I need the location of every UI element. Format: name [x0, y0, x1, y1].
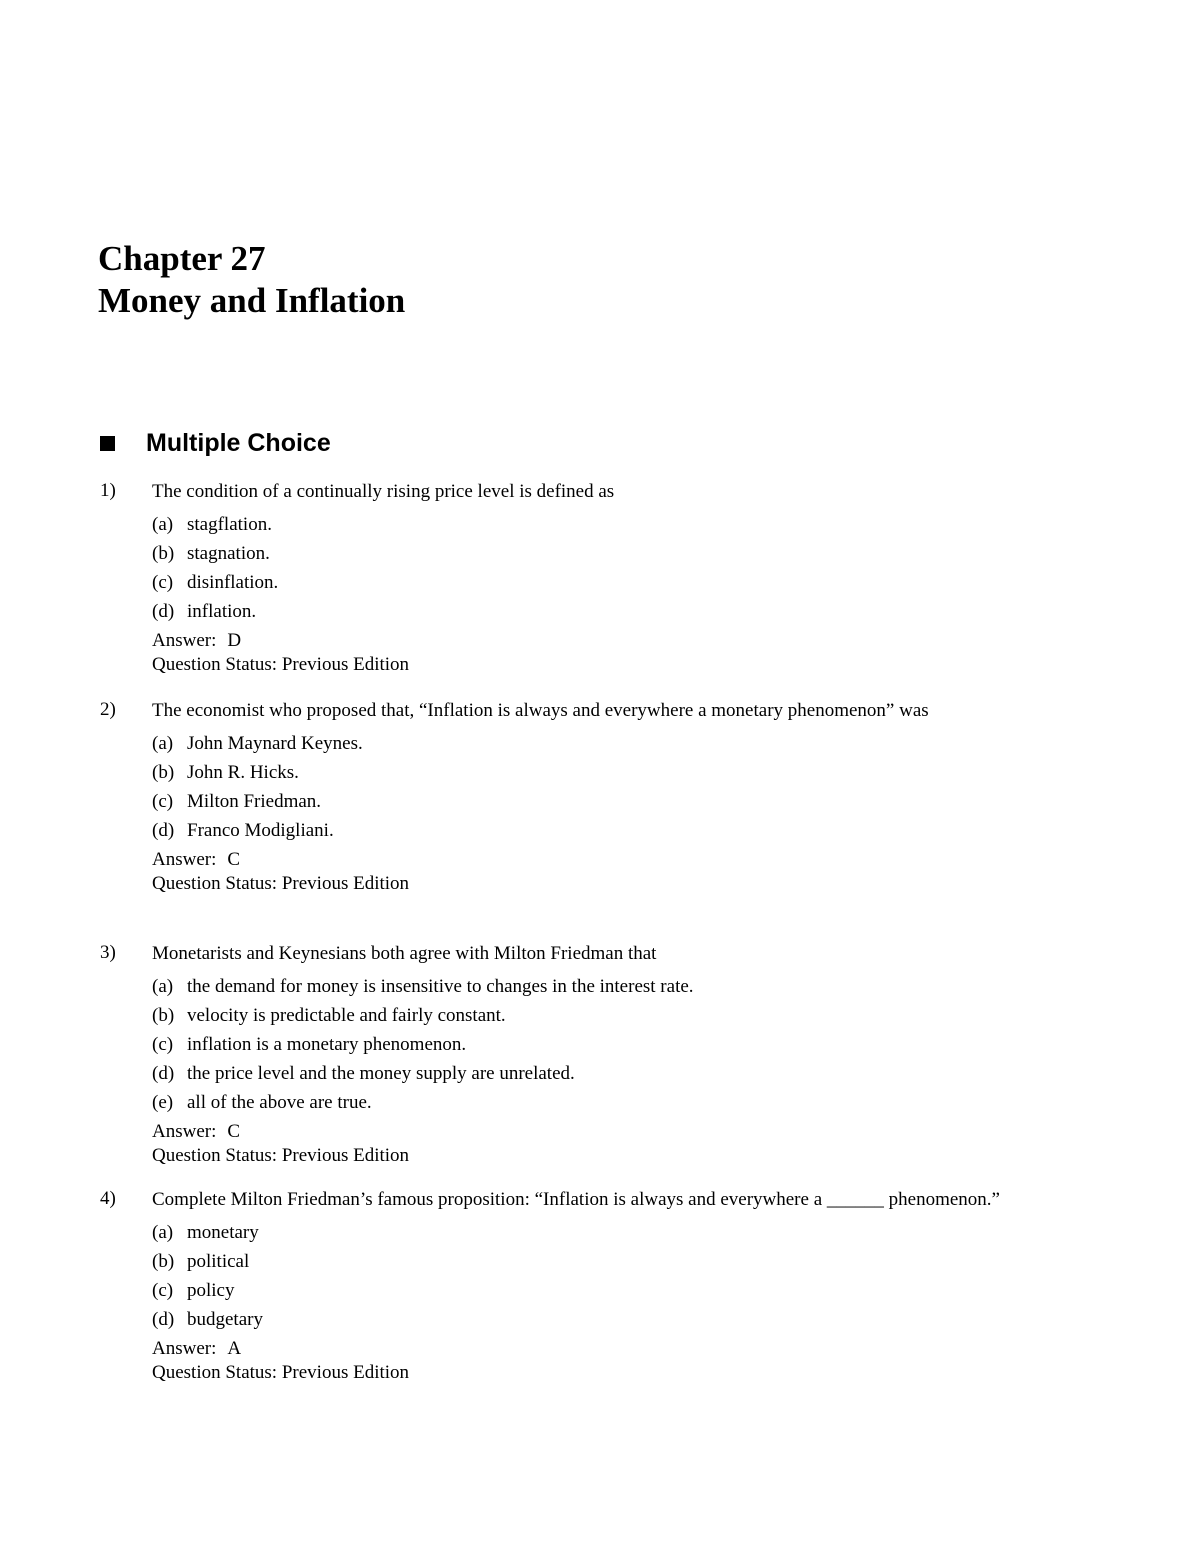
- option-d: [152, 1059, 1060, 1088]
- option-a: [152, 1218, 1060, 1247]
- question-stem: [100, 699, 1060, 723]
- question-text: Monetarists and Keynesians both agree with Milton Friedman that: [152, 943, 657, 964]
- question-number: 2): [100, 699, 116, 720]
- option-text: monetary: [187, 1222, 259, 1243]
- option-text: stagflation.: [187, 514, 272, 535]
- option-letter: (c): [152, 791, 174, 812]
- option-text: budgetary: [187, 1309, 263, 1330]
- option-letter: (c): [152, 1034, 174, 1055]
- option-text: the price level and the money supply are unrelated.: [187, 1063, 575, 1084]
- option-text: stagnation.: [187, 543, 270, 564]
- option-text: inflation.: [187, 601, 257, 622]
- option-text: John R. Hicks.: [187, 762, 299, 783]
- option-letter: (a): [152, 514, 174, 535]
- option-list: [152, 1218, 1060, 1334]
- answer-label: Answer:: [152, 849, 217, 870]
- question-status: Question Status: Previous Edition: [152, 654, 410, 675]
- option-a: [152, 729, 1060, 758]
- option-letter: (b): [152, 1251, 175, 1272]
- square-bullet-icon: [100, 436, 115, 451]
- option-letter: (b): [152, 762, 175, 783]
- option-text: political: [187, 1251, 250, 1272]
- option-text: all of the above are true.: [187, 1092, 372, 1113]
- answer-label: Answer:: [152, 1338, 217, 1359]
- option-text: inflation is a monetary phenomenon.: [187, 1034, 467, 1055]
- answer-line: [152, 848, 1060, 872]
- answer-line: [152, 1120, 1060, 1144]
- option-letter: (a): [152, 976, 174, 997]
- question-1: [100, 480, 1060, 677]
- option-b: [152, 1247, 1060, 1276]
- question-text: The condition of a continually rising price level is defined as: [152, 481, 615, 502]
- question-text: Complete Milton Friedman’s famous proposition: “Inflation is always and everywhere a ______ phenomenon.”: [152, 1189, 1000, 1210]
- answer-label: Answer:: [152, 1121, 217, 1142]
- answer-line: [152, 1337, 1060, 1361]
- option-text: John Maynard Keynes.: [187, 733, 363, 754]
- question-3: [100, 942, 1060, 1168]
- option-b: [152, 1001, 1060, 1030]
- option-b: [152, 539, 1060, 568]
- chapter-title: [98, 238, 405, 322]
- option-list: [152, 972, 1060, 1117]
- option-b: [152, 758, 1060, 787]
- question-status: Question Status: Previous Edition: [152, 1362, 410, 1383]
- chapter-name: Money and Inflation: [98, 281, 406, 320]
- section-title: Multiple Choice: [146, 429, 331, 457]
- option-d: [152, 1305, 1060, 1334]
- question-stem: [100, 480, 1060, 504]
- option-a: [152, 972, 1060, 1001]
- option-text: policy: [187, 1280, 235, 1301]
- option-letter: (b): [152, 543, 175, 564]
- option-letter: (d): [152, 1309, 175, 1330]
- option-a: [152, 510, 1060, 539]
- question-stem: [100, 942, 1060, 966]
- option-d: [152, 597, 1060, 626]
- question-status: Question Status: Previous Edition: [152, 873, 410, 894]
- answer-value: C: [227, 849, 241, 870]
- option-letter: (d): [152, 1063, 175, 1084]
- option-letter: (c): [152, 572, 174, 593]
- option-letter: (a): [152, 733, 174, 754]
- option-text: Franco Modigliani.: [187, 820, 334, 841]
- question-4: [100, 1188, 1060, 1385]
- option-text: the demand for money is insensitive to changes in the interest rate.: [187, 976, 694, 997]
- option-c: [152, 1276, 1060, 1305]
- option-letter: (d): [152, 820, 175, 841]
- option-text: velocity is predictable and fairly constant.: [187, 1005, 506, 1026]
- option-c: [152, 1030, 1060, 1059]
- option-text: disinflation.: [187, 572, 279, 593]
- answer-value: D: [227, 630, 242, 651]
- question-status: Question Status: Previous Edition: [152, 1145, 410, 1166]
- question-text: The economist who proposed that, “Inflation is always and everywhere a monetary phenomenon” was: [152, 700, 929, 721]
- answer-value: A: [227, 1338, 242, 1359]
- option-list: [152, 729, 1060, 845]
- question-number: 3): [100, 942, 116, 963]
- section-heading: [100, 427, 331, 459]
- option-c: [152, 787, 1060, 816]
- question-number: 1): [100, 480, 116, 501]
- option-text: Milton Friedman.: [187, 791, 322, 812]
- answer-label: Answer:: [152, 630, 217, 651]
- option-letter: (b): [152, 1005, 175, 1026]
- option-letter: (a): [152, 1222, 174, 1243]
- option-c: [152, 568, 1060, 597]
- option-d: [152, 816, 1060, 845]
- answer-line: [152, 629, 1060, 653]
- question-stem: [100, 1188, 1060, 1212]
- option-letter: (c): [152, 1280, 174, 1301]
- option-e: [152, 1088, 1060, 1117]
- question-2: [100, 699, 1060, 896]
- answer-value: C: [227, 1121, 241, 1142]
- option-letter: (e): [152, 1092, 174, 1113]
- option-list: [152, 510, 1060, 626]
- question-number: 4): [100, 1188, 116, 1209]
- chapter-number: Chapter 27: [98, 239, 266, 278]
- option-letter: (d): [152, 601, 175, 622]
